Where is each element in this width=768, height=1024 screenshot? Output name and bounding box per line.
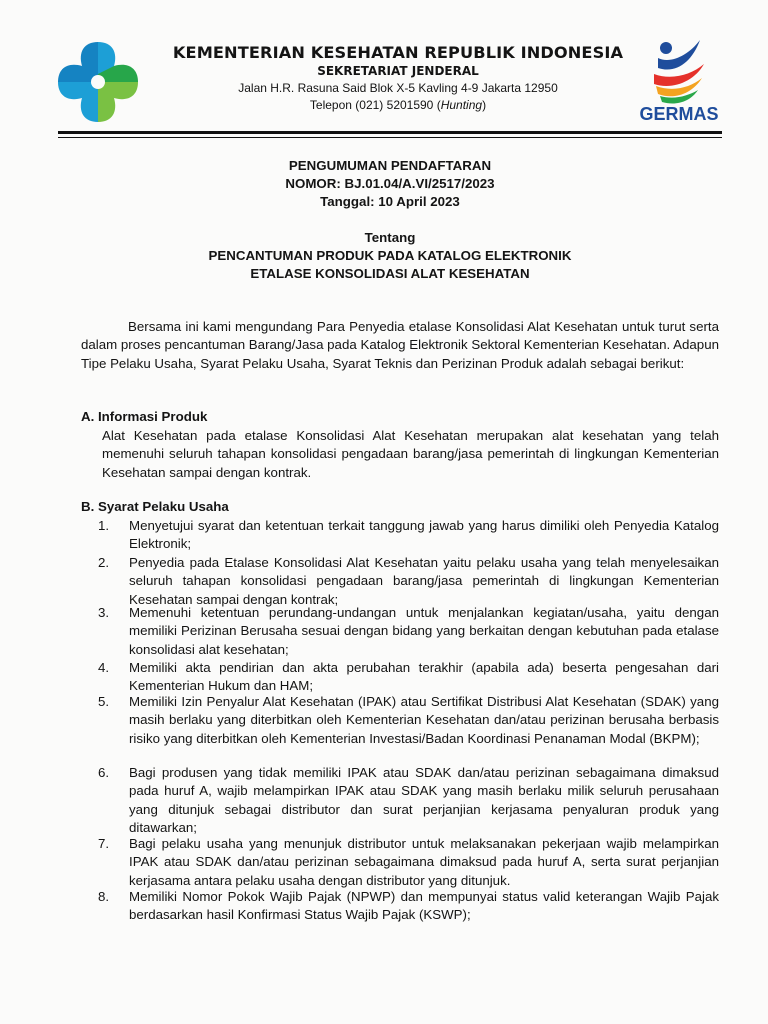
list-item-number: 6. bbox=[98, 765, 110, 780]
list-item bbox=[98, 888, 719, 925]
list-item-number: 1. bbox=[98, 518, 110, 533]
section-b-title: B. Syarat Pelaku Usaha bbox=[81, 499, 229, 514]
list-item-text: Bagi produsen yang tidak memiliki IPAK atau SDAK dan/atau perizinan sebagaimana dimaksud pada huruf A, wajib melampirkan IPAK atau SDAK yang masih berlaku milik seluruh perusahaan yang ditunjuk sebagai distributor dan surat perjanjian kerjasama penyaluran produk yang ditawarkan; bbox=[129, 765, 719, 835]
tentang-label: Tentang bbox=[364, 230, 416, 245]
announcement-number: NOMOR: BJ.01.04/A.VI/2517/2023 bbox=[285, 176, 495, 191]
list-item-text: Bagi pelaku usaha yang menunjuk distributor untuk melaksanakan pekerjaan wajib melampirkan IPAK atau SDAK dan/atau perizinan sebagaimana dimaksud pada huruf A, serta surat perjanjian kerjasama antara pelaku usaha dengan distributor yang ditunjuk. bbox=[129, 836, 719, 888]
section-a-title: A. Informasi Produk bbox=[81, 409, 208, 424]
secretariat-subtitle: SEKRETARIAT JENDERAL bbox=[317, 64, 479, 78]
announcement-date: Tanggal: 10 April 2023 bbox=[320, 194, 460, 209]
list-item-text: Memenuhi ketentuan perundang-undangan untuk menjalankan kegiatan/usaha, yaitu dengan memiliki Perizinan Berusaha sesuai dengan bidang yang berkaitan dengan kebutuhan pada etalase konsolidasi alat kesehatan; bbox=[129, 605, 719, 657]
list-item-text: Menyetujui syarat dan ketentuan terkait tanggung jawab yang harus dimiliki oleh Penyedia Katalog Elektronik; bbox=[129, 518, 719, 552]
list-item bbox=[98, 693, 719, 748]
phone-text: Telepon (021) 5201590 ( bbox=[309, 98, 441, 112]
list-item-number: 4. bbox=[98, 660, 110, 675]
letterhead-divider-thin bbox=[58, 137, 722, 138]
list-item bbox=[98, 517, 719, 554]
list-item-number: 5. bbox=[98, 694, 110, 709]
ministry-address: Jalan H.R. Rasuna Said Blok X-5 Kavling 4-9 Jakarta 12950 bbox=[238, 81, 558, 95]
subject-line-2: ETALASE KONSOLIDASI ALAT KESEHATAN bbox=[250, 266, 530, 281]
kemenkes-logo bbox=[54, 38, 142, 126]
list-item bbox=[98, 835, 719, 890]
list-item-text: Memiliki Izin Penyalur Alat Kesehatan (IPAK) atau Sertifikat Distribusi Alat Kesehatan (SDAK) yang masih berlaku yang diterbitkan oleh Kementerian Kesehatan dan/atau perizinan berusaha berbasis risiko yang diterbitkan oleh Kementerian Investasi/Badan Koordinasi Penanaman Modal (BKPM); bbox=[129, 694, 719, 746]
list-item-text: Memiliki Nomor Pokok Wajib Pajak (NPWP) dan mempunyai status valid keterangan Wajib Pajak berdasarkan hasil Konfirmasi Status Wajib Pajak (KSWP); bbox=[129, 889, 719, 923]
list-item-number: 8. bbox=[98, 889, 110, 904]
letterhead-divider-thick bbox=[58, 131, 722, 134]
list-item-number: 2. bbox=[98, 555, 110, 570]
list-item bbox=[98, 659, 719, 696]
list-item-text: Memiliki akta pendirian dan akta perubahan terakhir (apabila ada) beserta pengesahan dari Kementerian Hukum dan HAM; bbox=[129, 660, 719, 694]
announcement-title: PENGUMUMAN PENDAFTARAN bbox=[288, 158, 492, 173]
list-item-number: 3. bbox=[98, 605, 110, 620]
list-item-number: 7. bbox=[98, 836, 110, 851]
list-item-text: Penyedia pada Etalase Konsolidasi Alat Kesehatan yaitu pelaku usaha yang telah menyelesaikan seluruh tahapan konsolidasi pengadaan barang/jasa pemerintah di lingkungan Kementerian Kesehatan sampai dengan kontrak; bbox=[129, 555, 719, 607]
list-item bbox=[98, 764, 719, 837]
phone-suffix: ) bbox=[482, 98, 487, 112]
germas-label: GERMAS bbox=[639, 104, 719, 124]
intro-paragraph: Bersama ini kami mengundang Para Penyedia etalase Konsolidasi Alat Kesehatan untuk turut serta dalam proses pencantuman Barang/Jasa pada Katalog Elektronik Sektoral Kementerian Kesehatan. Adapun Tipe Pelaku Usaha, Syarat Pelaku Usaha, Syarat Teknis dan Perizinan Produk adalah sebagai berikut: bbox=[81, 319, 719, 371]
ministry-phone bbox=[150, 98, 646, 112]
list-item bbox=[98, 554, 719, 609]
ministry-title: KEMENTERIAN KESEHATAN REPUBLIK INDONESIA bbox=[172, 43, 624, 62]
list-item bbox=[98, 604, 719, 659]
section-a-text: Alat Kesehatan pada etalase Konsolidasi Alat Kesehatan merupakan alat kesehatan yang telah memenuhi seluruh tahapan konsolidasi pengadaan barang/jasa pemerintah di lingkungan Kementerian Kesehatan sampai dengan kontrak. bbox=[102, 428, 719, 480]
subject-line-1: PENCANTUMAN PRODUK PADA KATALOG ELEKTRONIK bbox=[208, 248, 572, 263]
phone-hunting: Hunting bbox=[440, 98, 483, 112]
